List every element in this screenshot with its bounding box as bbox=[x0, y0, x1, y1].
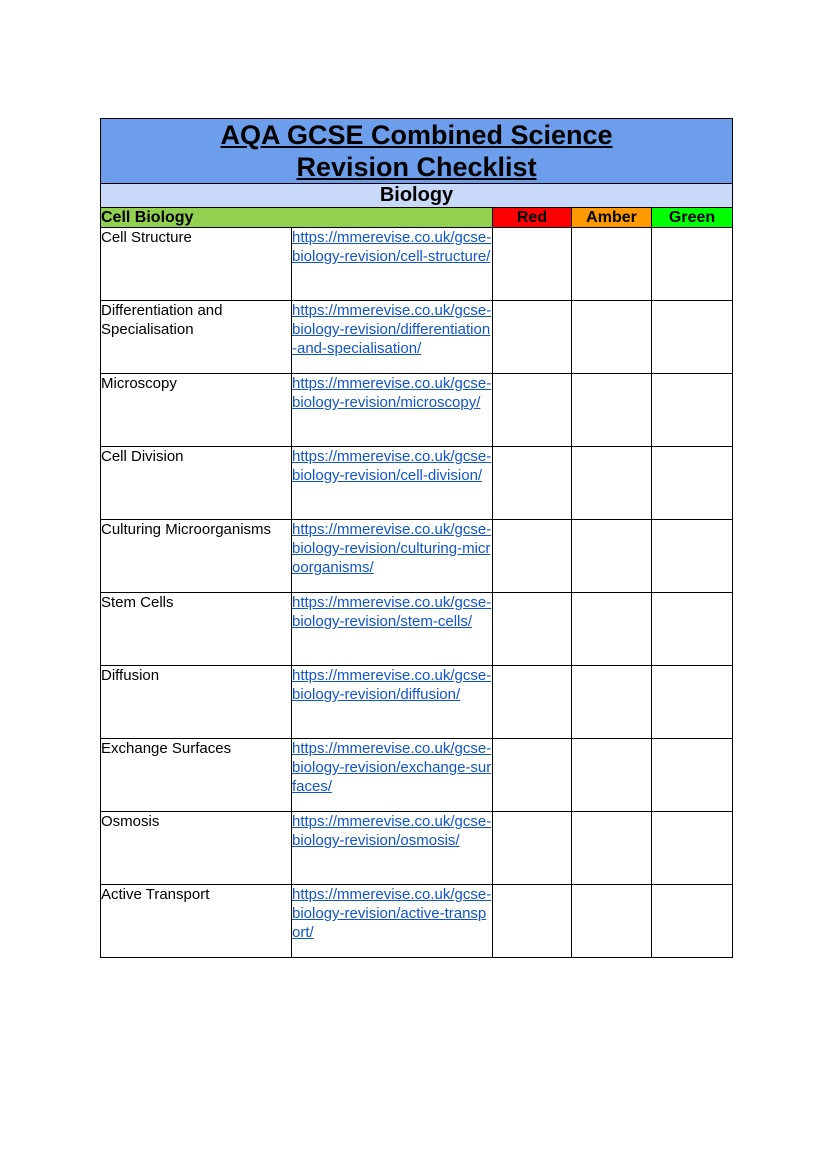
status-cell-green[interactable] bbox=[652, 301, 733, 374]
topic-cell bbox=[101, 739, 292, 812]
status-header-amber: Amber bbox=[572, 208, 652, 228]
table-row bbox=[101, 812, 733, 885]
status-cell-green[interactable] bbox=[652, 885, 733, 958]
topic-label: Diffusion bbox=[101, 667, 160, 684]
section-header: Cell Biology bbox=[101, 208, 493, 228]
topic-link[interactable]: https://mmerevise.co.uk/gcse-biology-revision/cell-structure/ bbox=[292, 229, 492, 265]
link-cell bbox=[292, 739, 493, 812]
topic-label: Cell Structure bbox=[101, 229, 192, 246]
table-row bbox=[101, 885, 733, 958]
status-cell-amber[interactable] bbox=[572, 739, 652, 812]
topic-link[interactable]: https://mmerevise.co.uk/gcse-biology-revision/exchange-surfaces/ bbox=[292, 740, 492, 795]
status-header-red: Red bbox=[493, 208, 572, 228]
topic-label: Stem Cells bbox=[101, 594, 174, 611]
status-cell-amber[interactable] bbox=[572, 885, 652, 958]
status-cell-red[interactable] bbox=[493, 228, 572, 301]
document-title-line-2: Revision Checklist bbox=[296, 152, 537, 182]
link-cell bbox=[292, 885, 493, 958]
topic-cell bbox=[101, 812, 292, 885]
status-cell-green[interactable] bbox=[652, 593, 733, 666]
status-cell-red[interactable] bbox=[493, 374, 572, 447]
topic-link[interactable]: https://mmerevise.co.uk/gcse-biology-revision/cell-division/ bbox=[292, 448, 492, 484]
topic-label: Osmosis bbox=[101, 813, 160, 830]
table-row bbox=[101, 520, 733, 593]
topic-cell bbox=[101, 520, 292, 593]
topic-link[interactable]: https://mmerevise.co.uk/gcse-biology-revision/diffusion/ bbox=[292, 667, 492, 703]
table-row bbox=[101, 666, 733, 739]
table-row bbox=[101, 593, 733, 666]
status-cell-green[interactable] bbox=[652, 374, 733, 447]
status-cell-amber[interactable] bbox=[572, 447, 652, 520]
topic-cell bbox=[101, 447, 292, 520]
section-header-row bbox=[101, 208, 733, 228]
status-cell-green[interactable] bbox=[652, 812, 733, 885]
topic-link[interactable]: https://mmerevise.co.uk/gcse-biology-revision/active-transport/ bbox=[292, 886, 492, 941]
table-row bbox=[101, 739, 733, 812]
status-cell-red[interactable] bbox=[493, 666, 572, 739]
document-title-line-1: AQA GCSE Combined Science bbox=[220, 120, 613, 150]
topic-label: Culturing Microorganisms bbox=[101, 521, 272, 538]
topic-cell bbox=[101, 593, 292, 666]
status-cell-amber[interactable] bbox=[572, 301, 652, 374]
topic-cell bbox=[101, 228, 292, 301]
link-cell bbox=[292, 228, 493, 301]
topic-link[interactable]: https://mmerevise.co.uk/gcse-biology-revision/differentiation-and-specialisation/ bbox=[292, 302, 492, 357]
topic-link[interactable]: https://mmerevise.co.uk/gcse-biology-revision/stem-cells/ bbox=[292, 594, 492, 630]
revision-checklist-table bbox=[100, 118, 733, 958]
topic-label: Microscopy bbox=[101, 375, 177, 392]
topic-cell bbox=[101, 666, 292, 739]
topic-label: Active Transport bbox=[101, 886, 210, 903]
topic-cell bbox=[101, 301, 292, 374]
status-cell-red[interactable] bbox=[493, 885, 572, 958]
link-cell bbox=[292, 593, 493, 666]
topic-cell bbox=[101, 885, 292, 958]
topic-link[interactable]: https://mmerevise.co.uk/gcse-biology-revision/osmosis/ bbox=[292, 813, 492, 849]
table-row bbox=[101, 447, 733, 520]
status-cell-red[interactable] bbox=[493, 812, 572, 885]
status-cell-green[interactable] bbox=[652, 447, 733, 520]
topic-label: Exchange Surfaces bbox=[101, 740, 232, 757]
link-cell bbox=[292, 301, 493, 374]
link-cell bbox=[292, 812, 493, 885]
status-cell-green[interactable] bbox=[652, 228, 733, 301]
status-cell-amber[interactable] bbox=[572, 593, 652, 666]
status-cell-red[interactable] bbox=[493, 301, 572, 374]
table-row bbox=[101, 301, 733, 374]
subject-row bbox=[101, 184, 733, 208]
status-cell-red[interactable] bbox=[493, 447, 572, 520]
status-cell-red[interactable] bbox=[493, 520, 572, 593]
status-cell-green[interactable] bbox=[652, 666, 733, 739]
topic-label: Cell Division bbox=[101, 448, 184, 465]
status-cell-green[interactable] bbox=[652, 739, 733, 812]
document-title bbox=[101, 119, 733, 184]
link-cell bbox=[292, 447, 493, 520]
topic-label: Differentiation and Specialisation bbox=[101, 302, 223, 338]
status-header-green: Green bbox=[652, 208, 733, 228]
link-cell bbox=[292, 666, 493, 739]
topic-link[interactable]: https://mmerevise.co.uk/gcse-biology-revision/microscopy/ bbox=[292, 375, 492, 411]
link-cell bbox=[292, 374, 493, 447]
status-cell-red[interactable] bbox=[493, 593, 572, 666]
status-cell-amber[interactable] bbox=[572, 228, 652, 301]
checklist-body bbox=[101, 119, 733, 958]
status-cell-amber[interactable] bbox=[572, 812, 652, 885]
link-cell bbox=[292, 520, 493, 593]
table-row bbox=[101, 228, 733, 301]
status-cell-amber[interactable] bbox=[572, 520, 652, 593]
title-row bbox=[101, 119, 733, 184]
subject-header: Biology bbox=[101, 184, 733, 208]
status-cell-red[interactable] bbox=[493, 739, 572, 812]
status-cell-amber[interactable] bbox=[572, 374, 652, 447]
topic-cell bbox=[101, 374, 292, 447]
topic-link[interactable]: https://mmerevise.co.uk/gcse-biology-revision/culturing-microorganisms/ bbox=[292, 521, 492, 576]
status-cell-amber[interactable] bbox=[572, 666, 652, 739]
table-row bbox=[101, 374, 733, 447]
status-cell-green[interactable] bbox=[652, 520, 733, 593]
